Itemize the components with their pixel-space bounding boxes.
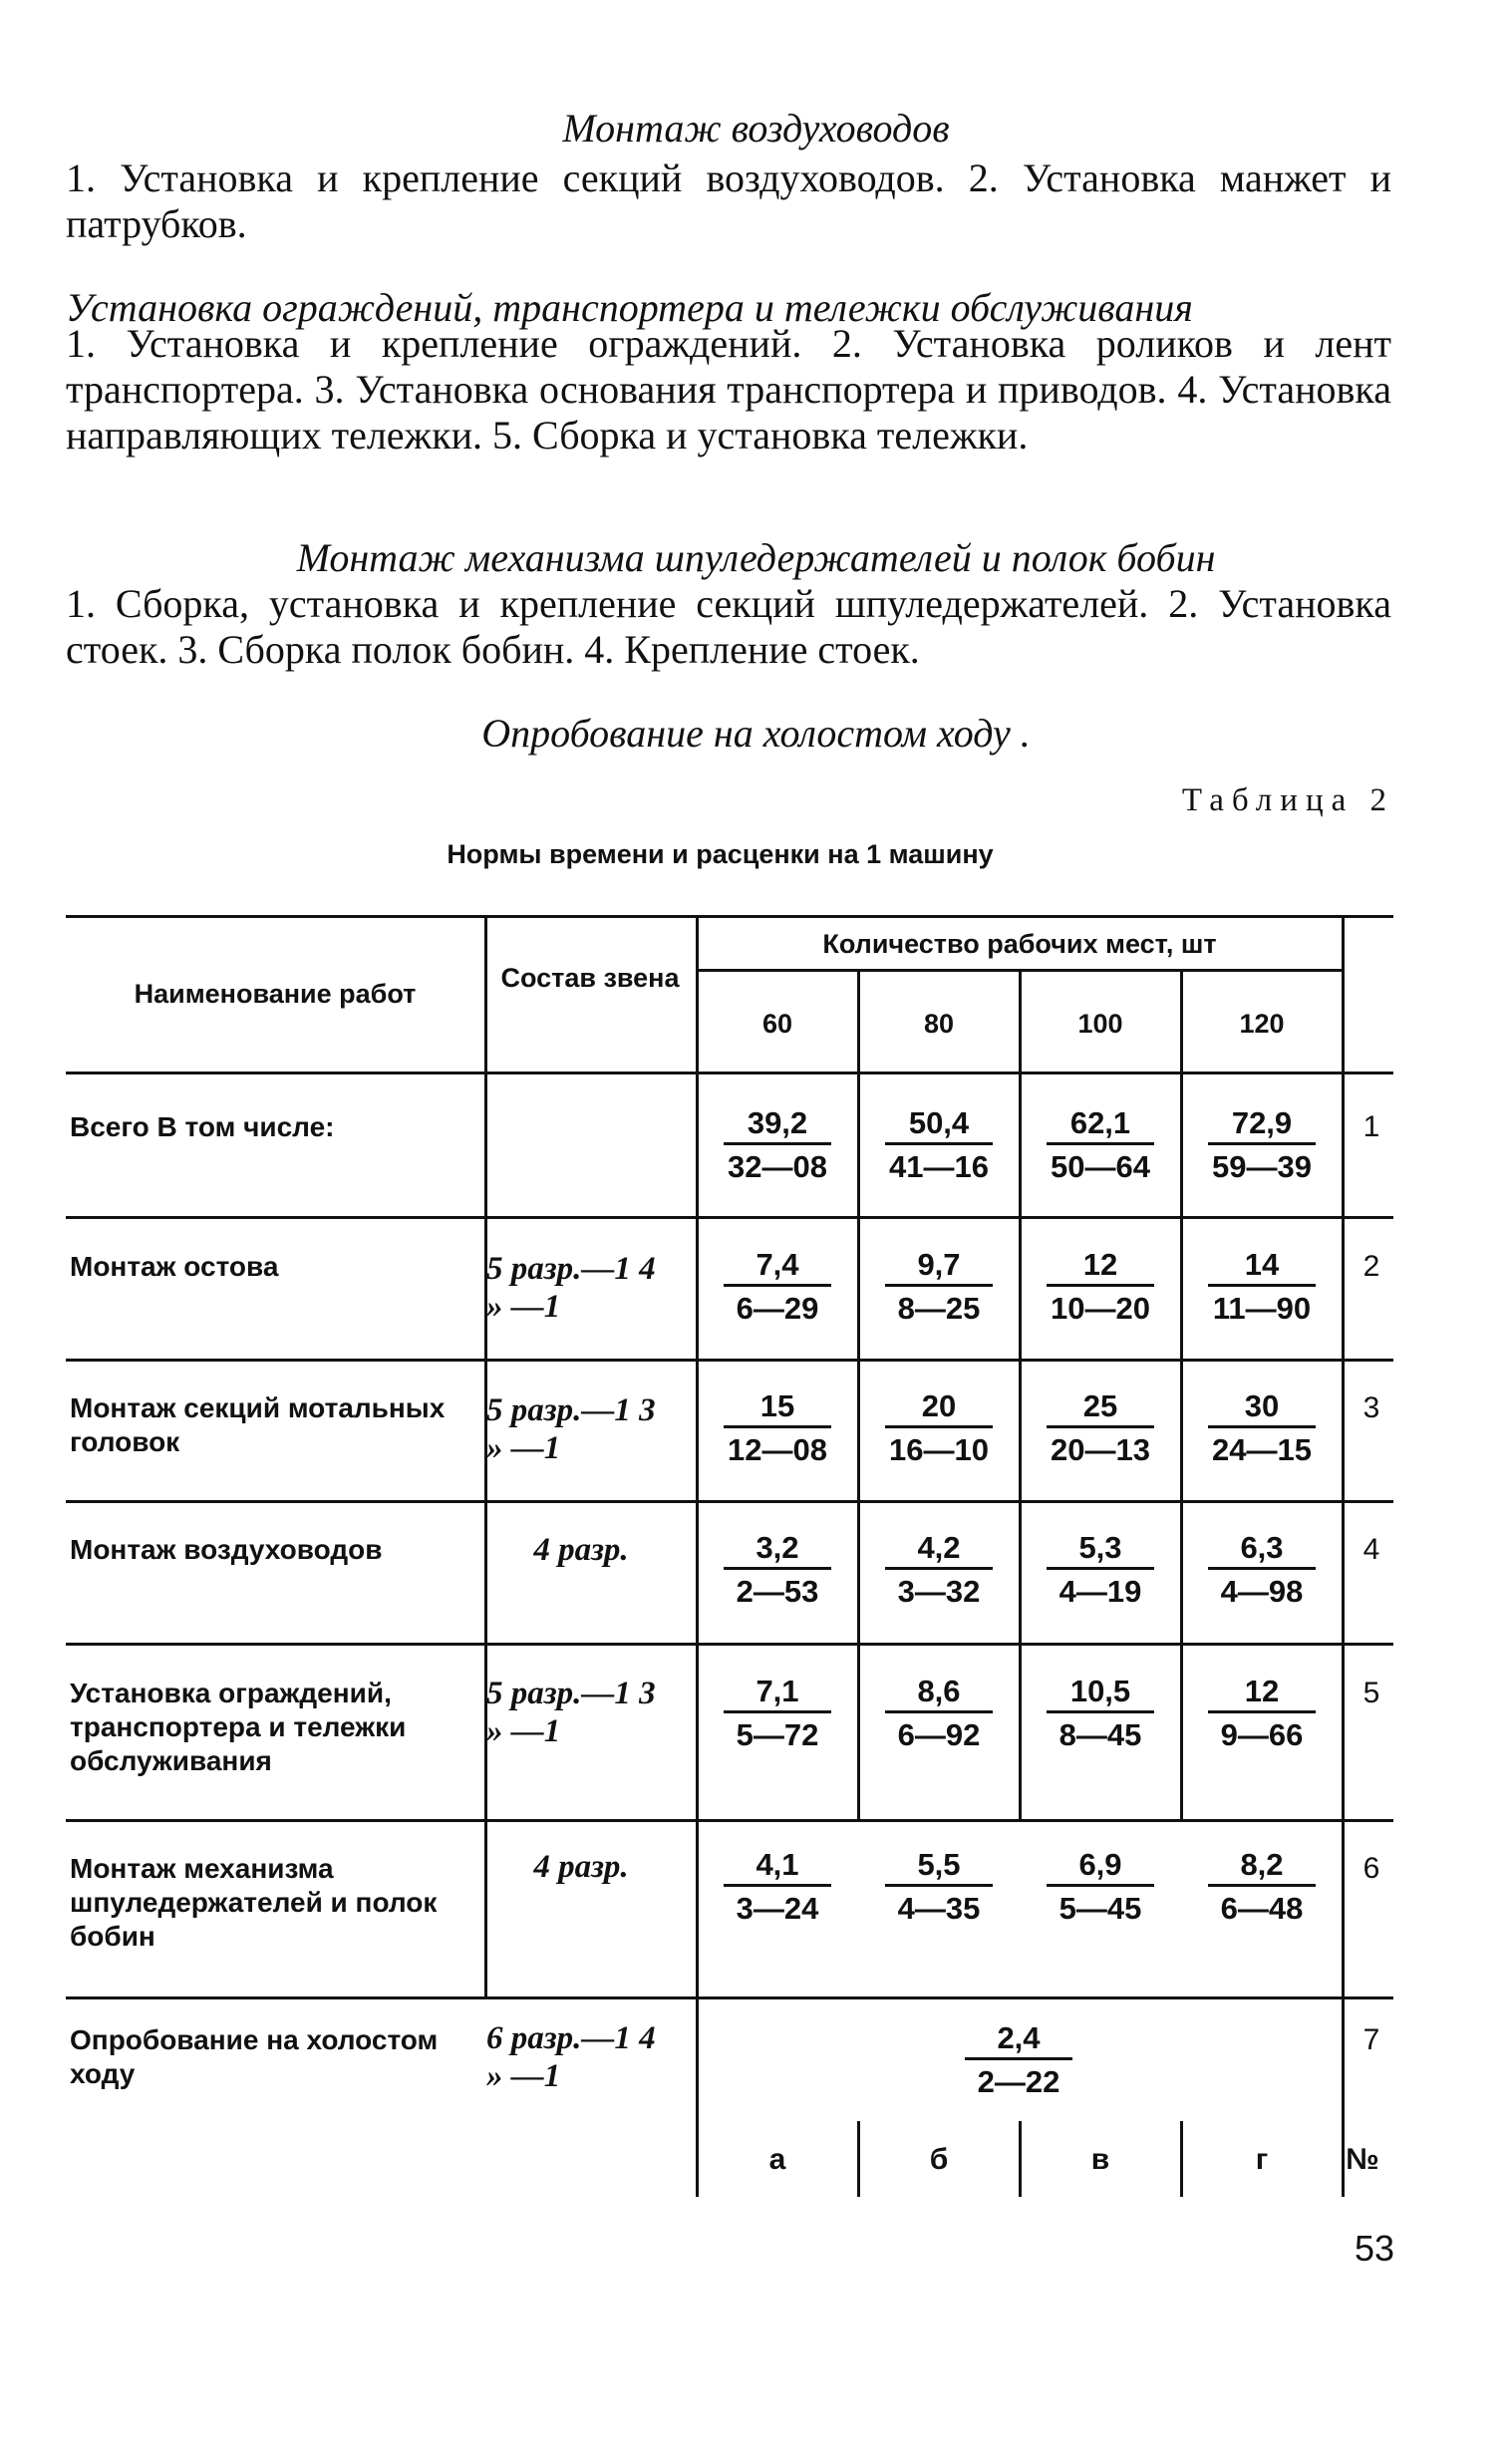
row-name: Монтаж секций мотальных головок xyxy=(70,1392,446,1457)
value-cell: 8,6 6—92 xyxy=(859,1673,1019,1753)
value-cell: 30 24—15 xyxy=(1182,1387,1342,1468)
value-cell: 7,1 5—72 xyxy=(698,1673,857,1753)
value-cell: 10,5 8—45 xyxy=(1021,1673,1180,1753)
value-cell: 7,4 6—29 xyxy=(698,1246,857,1327)
row-number: 5 xyxy=(1362,1677,1380,1709)
value-cell: 4,1 3—24 xyxy=(698,1846,857,1927)
value-cell: 72,9 59—39 xyxy=(1182,1104,1342,1185)
row-number: 4 xyxy=(1362,1533,1380,1566)
table-rule xyxy=(1342,915,1345,2197)
value-cell: 25 20—13 xyxy=(1021,1387,1180,1468)
table-rule xyxy=(66,1216,1393,1219)
header-col-60: 60 xyxy=(761,1009,793,1039)
table-rule xyxy=(66,1819,1393,1822)
column-letter: № xyxy=(1346,2143,1379,2176)
crew-cell: 6 разр.—1 4 » —1 xyxy=(486,2020,656,2094)
value-cell: 6,9 5—45 xyxy=(1021,1846,1180,1927)
header-col-80: 80 xyxy=(923,1009,955,1039)
section-title-spool-holders: Монтаж механизма шпуледержателей и полок бобин xyxy=(296,535,1216,580)
table-title: Нормы времени и расценки на 1 машину xyxy=(447,839,994,869)
row-name: Монтаж механизма шпуледержателей и полок бобин xyxy=(70,1853,438,1952)
crew-cell: 5 разр.—1 3 » —1 xyxy=(486,1676,656,1749)
value-cell: 20 16—10 xyxy=(859,1387,1019,1468)
row-name: Установка ограждений, транспортера и тележки обслуживания xyxy=(70,1678,407,1776)
value-cell: 5,3 4—19 xyxy=(1021,1529,1180,1610)
row-name: Опробование на холостом ходу xyxy=(70,2024,439,2089)
column-letter: а xyxy=(768,2143,786,2176)
row-number: 1 xyxy=(1362,1110,1380,1143)
crew-cell: 4 разр. xyxy=(533,1849,629,1885)
header-col-120: 120 xyxy=(1239,1009,1285,1039)
section-text-air-ducts: 1. Установка и крепление секций воздуховодов. 2. Установка манжет и патрубков. xyxy=(66,155,1391,246)
value-cell: 4,2 3—32 xyxy=(859,1529,1019,1610)
row-number: 3 xyxy=(1362,1391,1380,1424)
value-cell: 62,1 50—64 xyxy=(1021,1104,1180,1185)
crew-cell: 5 разр.—1 3 » —1 xyxy=(486,1392,656,1466)
section-text-spool-holders: 1. Сборка, установка и крепление секций шпуледержателей. 2. Установка стоек. 3. Сборка полок бобин. 4. Крепление стоек. xyxy=(66,581,1391,672)
row-number: 7 xyxy=(1362,2023,1380,2056)
value-cell-merged: 2,4 2—22 xyxy=(939,2019,1098,2100)
section-title-idle-test: Опробование на холостом ходу . xyxy=(481,711,1031,756)
header-col-100: 100 xyxy=(1077,1009,1123,1039)
value-cell: 5,5 4—35 xyxy=(859,1846,1019,1927)
value-cell: 12 10—20 xyxy=(1021,1246,1180,1327)
table-rule xyxy=(66,1996,1393,1999)
row-number: 6 xyxy=(1362,1852,1380,1885)
section-text-guards: 1. Установка и крепление ограждений. 2. Установка роликов и лент транспортера. 3. Установка основания транспортера и приводов. 4. Установка направляющих тележки. 5. Сборка и установка тележки. xyxy=(66,321,1391,458)
header-crew: Состав звена xyxy=(500,963,680,993)
header-workplaces: Количество рабочих мест, шт xyxy=(822,929,1217,959)
column-letter: г xyxy=(1255,2143,1269,2176)
row-name: Всего В том числе: xyxy=(70,1111,335,1142)
table-rule xyxy=(66,1072,1393,1074)
value-cell: 3,2 2—53 xyxy=(698,1529,857,1610)
value-cell: 15 12—08 xyxy=(698,1387,857,1468)
value-cell: 12 9—66 xyxy=(1182,1673,1342,1753)
section-title-guards: Установка ограждений, транспортера и тележки обслуживания xyxy=(66,285,1193,330)
value-cell: 14 11—90 xyxy=(1182,1246,1342,1327)
column-letter: б xyxy=(929,2143,949,2176)
table-rule xyxy=(66,1643,1393,1646)
value-cell: 9,7 8—25 xyxy=(859,1246,1019,1327)
table-rule xyxy=(66,915,1393,918)
value-cell: 39,2 32—08 xyxy=(698,1104,857,1185)
value-cell: 8,2 6—48 xyxy=(1182,1846,1342,1927)
page-number: 53 xyxy=(1354,2228,1394,2269)
row-number: 2 xyxy=(1362,1250,1380,1283)
row-name: Монтаж воздуховодов xyxy=(70,1534,383,1565)
table-rule xyxy=(66,1359,1393,1362)
section-title-air-ducts: Монтаж воздуховодов xyxy=(562,106,950,151)
table-caption: Таблица 2 xyxy=(1181,782,1394,818)
value-cell: 50,4 41—16 xyxy=(859,1104,1019,1185)
header-name: Наименование работ xyxy=(134,979,417,1009)
table-rule xyxy=(66,1500,1393,1503)
column-letter: в xyxy=(1090,2143,1110,2176)
row-name: Монтаж остова xyxy=(70,1251,279,1282)
value-cell: 6,3 4—98 xyxy=(1182,1529,1342,1610)
crew-cell: 4 разр. xyxy=(533,1532,629,1568)
crew-cell: 5 разр.—1 4 » —1 xyxy=(486,1251,656,1325)
